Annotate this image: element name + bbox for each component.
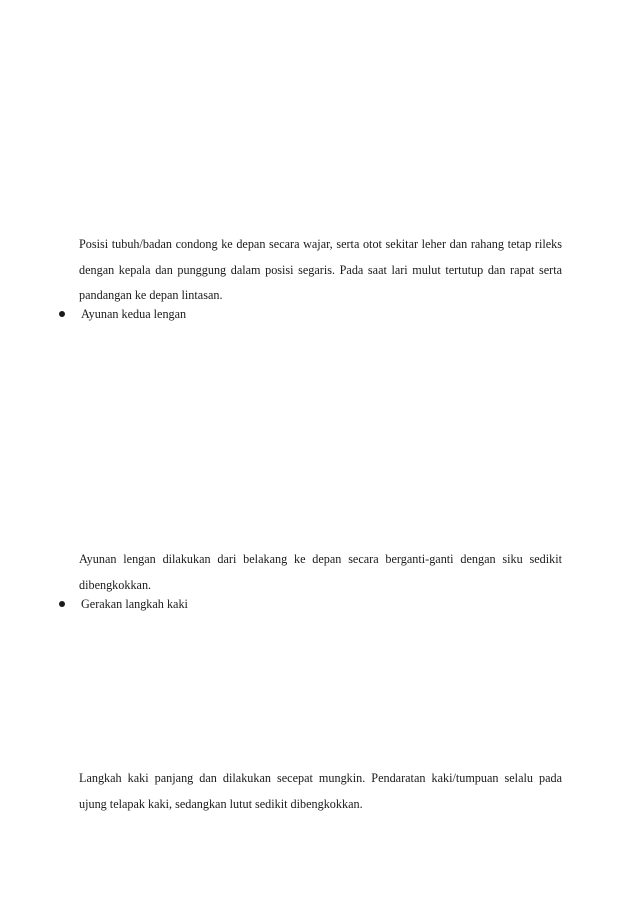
bullet-item-arm-swing [57,304,562,324]
bullet-label-leg-step: Gerakan langkah kaki [81,597,188,611]
paragraph-body-posture: Posisi tubuh/badan condong ke depan secara wajar, serta otot sekitar leher dan rahang tetap rileks dengan kepala dan punggung dalam posisi segaris. Pada saat lari mulut tertutup dan rapat serta pandangan ke depan lintasan. [79,237,562,302]
bullet-item-leg-step [57,594,562,614]
paragraph-leg-step: Langkah kaki panjang dan dilakukan secepat mungkin. Pendaratan kaki/tumpuan selalu pada ujung telapak kaki, sedangkan lutut sedikit dibengkokkan. [79,771,562,811]
bullet-icon [59,601,65,607]
bullet-label-arm-swing: Ayunan kedua lengan [81,307,187,321]
paragraph-arm-swing: Ayunan lengan dilakukan dari belakang ke depan secara berganti-ganti dengan siku sedikit dibengkokkan. [79,552,562,592]
bullet-icon [59,311,65,317]
